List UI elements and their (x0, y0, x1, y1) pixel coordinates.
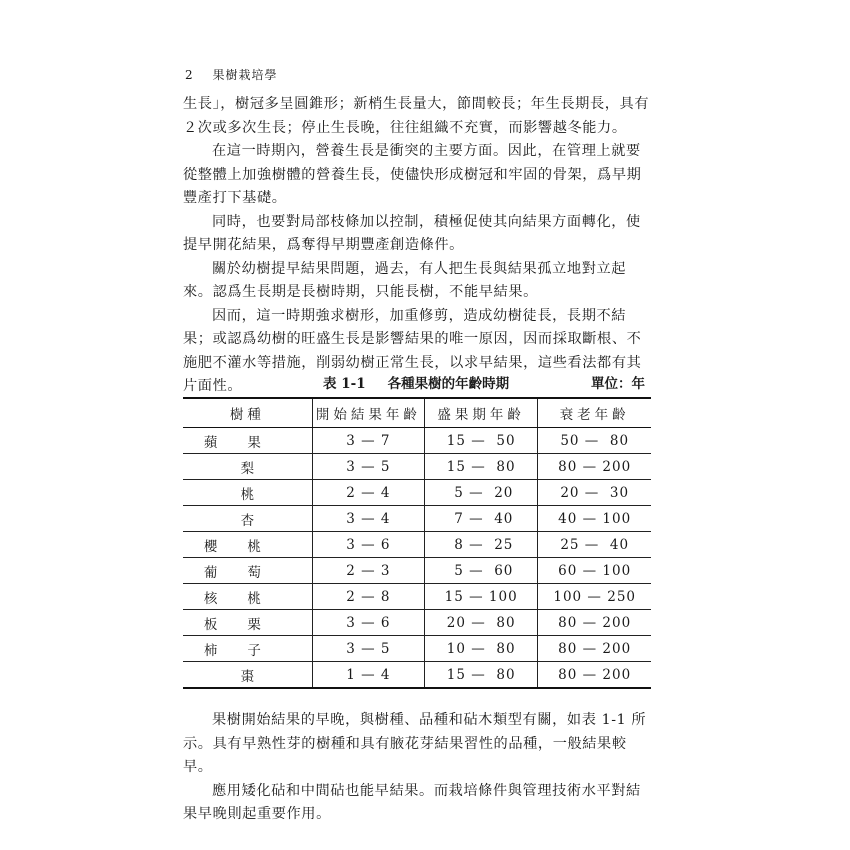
species-cell: 杏 (183, 506, 312, 532)
species-cell: 桃 (183, 480, 312, 506)
paragraph: 同時，也要對局部枝條加以控制，積極促使其向結果方面轉化，使提早開花結果，爲奪得早期豐產創造條件。 (183, 213, 641, 253)
species-cell: 蘋果 (183, 428, 312, 454)
aging-age-cell: 80 — 200 (538, 454, 651, 480)
table-row (183, 636, 651, 662)
peak-age-cell: 15 — 100 (424, 584, 537, 610)
species-cell: 柿子 (183, 636, 312, 662)
aging-age-cell: 50 — 80 (538, 428, 651, 454)
aging-age-cell: 80 — 200 (538, 636, 651, 662)
species-cell: 板栗 (183, 610, 312, 636)
aging-age-cell: 80 — 200 (538, 610, 651, 636)
peak-age-cell: 15 — 80 (424, 662, 537, 689)
paragraph: 應用矮化砧和中間砧也能早結果。而栽培條件與管理技術水平對結果早晚則起重要作用。 (183, 782, 641, 822)
table-row (183, 506, 651, 532)
table-row (183, 428, 651, 454)
table-row (183, 532, 651, 558)
species-cell: 棗 (183, 662, 312, 689)
start-age-cell: 2 — 8 (312, 584, 424, 610)
paragraph: 在這一時期內，營養生長是衝突的主要方面。因此，在管理上就要從整體上加強樹體的營養生長，使儘快形成樹冠和牢固的骨架，爲早期豐產打下基礎。 (183, 143, 642, 206)
start-age-cell: 3 — 4 (312, 506, 424, 532)
aging-age-cell: 100 — 250 (538, 584, 651, 610)
header-start-age: 開始結果年齡 (312, 398, 424, 428)
peak-age-cell: 15 — 50 (424, 428, 537, 454)
peak-age-cell: 15 — 80 (424, 454, 537, 480)
header-aging-age: 衰老年齡 (538, 398, 651, 428)
paragraph: 生長」，樹冠多呈圓錐形；新梢生長量大，節間較長；年生長期長，具有２次或多次生長；停止生長晚，往往組織不充實，而影響越冬能力。 (183, 96, 650, 136)
fruit-age-table (183, 397, 651, 689)
body-text-bottom (183, 709, 653, 827)
peak-age-cell: 7 — 40 (424, 506, 537, 532)
species-cell: 葡萄 (183, 558, 312, 584)
species-cell: 核桃 (183, 584, 312, 610)
peak-age-cell: 5 — 60 (424, 558, 537, 584)
peak-age-cell: 5 — 20 (424, 480, 537, 506)
table-header-row (183, 398, 651, 428)
start-age-cell: 1 — 4 (312, 662, 424, 689)
aging-age-cell: 80 — 200 (538, 662, 651, 689)
header-species: 樹種 (183, 398, 312, 428)
peak-age-cell: 8 — 25 (424, 532, 537, 558)
table-title: 各種果樹的年齡時期 (387, 376, 510, 392)
start-age-cell: 2 — 3 (312, 558, 424, 584)
start-age-cell: 3 — 5 (312, 454, 424, 480)
paragraph: 關於幼樹提早結果問題，過去，有人把生長與結果孤立地對立起來。認爲生長期是長樹時期，只能長樹，不能早結果。 (183, 260, 627, 300)
table-row (183, 662, 651, 689)
aging-age-cell: 20 — 30 (538, 480, 651, 506)
table-row (183, 558, 651, 584)
table-number: 表 1-1 (323, 376, 366, 392)
body-text-top (183, 93, 653, 399)
header-peak-age: 盛果期年齡 (424, 398, 537, 428)
start-age-cell: 2 — 4 (312, 480, 424, 506)
table-row (183, 454, 651, 480)
peak-age-cell: 20 — 80 (424, 610, 537, 636)
table-row (183, 610, 651, 636)
start-age-cell: 3 — 6 (312, 610, 424, 636)
start-age-cell: 3 — 7 (312, 428, 424, 454)
species-cell: 櫻桃 (183, 532, 312, 558)
start-age-cell: 3 — 6 (312, 532, 424, 558)
table-row (183, 584, 651, 610)
book-title: 果樹栽培學 (212, 68, 278, 82)
table-row (183, 480, 651, 506)
aging-age-cell: 25 — 40 (538, 532, 651, 558)
aging-age-cell: 60 — 100 (538, 558, 651, 584)
paragraph: 果樹開始結果的早晚，與樹種、品種和砧木類型有關，如表 1-1 所示。具有早熟性芽的樹種和具有腋花芽結果習性的品種，一般結果較早。 (183, 712, 647, 775)
table-unit: 單位：年 (591, 376, 645, 392)
peak-age-cell: 10 — 80 (424, 636, 537, 662)
page-number: 2 (185, 68, 194, 82)
start-age-cell: 3 — 5 (312, 636, 424, 662)
aging-age-cell: 40 — 100 (538, 506, 651, 532)
paragraph: 因而，這一時期強求樹形，加重修剪，造成幼樹徒長，長期不結果；或認爲幼樹的旺盛生長是影響結果的唯一原因，因而採取斷根、不施肥不灌水等措施，削弱幼樹正常生長，以求早結果，這些看法都有其片面性。 (183, 307, 642, 394)
running-header (185, 66, 277, 83)
species-cell: 梨 (183, 454, 312, 480)
